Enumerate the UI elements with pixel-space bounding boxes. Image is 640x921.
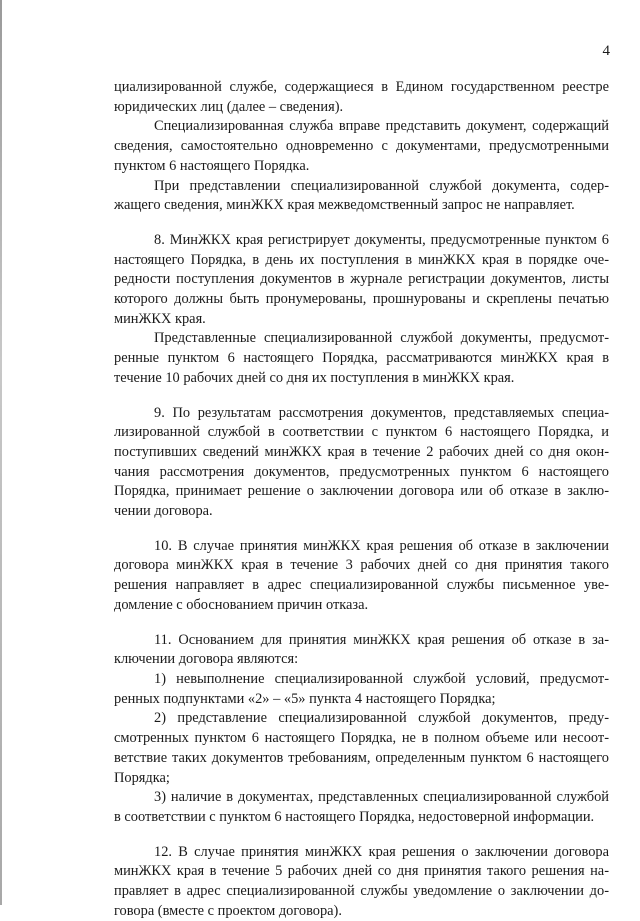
scan-edge-shadow (0, 0, 2, 905)
paragraph-continuation: циализированной службе, содержащиеся в Едином государственном реестре юридических лиц (далее – сведения). (114, 79, 609, 115)
paragraph-item-12: 12. В случае принятия минЖКХ края решения о заключении договора минЖКХ края в течение 5 рабочих дней со дня принятия такого решения направляет в адрес специализированной службы уведомление о заключении договора (вместе с проектом договора). (114, 843, 609, 919)
paragraph-item-9: 9. По результатам рассмотрения документов, представляемых специализированной службой в соответствии с пунктом 6 настоящего Порядка, и поступивших сведений минЖКХ края в течение 2 рабочих дней со дня окончания рассмотрения документов, предусмотренных пунктом 6 настоящего Порядка, принимает решение о заключении договора или об отказе в заключении договора. (114, 404, 609, 520)
paragraph-item-11: 11. Основанием для принятия минЖКХ края решения об отказе в заключении договора являются: (114, 631, 609, 668)
paragraph-item-8: 8. МинЖКХ края регистрирует документы, предусмотренные пунктом 6 настоящего Порядка, в день их поступления в минЖКХ края в порядке очередности поступления документов в журнале регистрации документов, листы которого должны быть пронумерованы, прошнурованы и скреплены печатью минЖКХ края. (114, 231, 609, 327)
paragraph-item-10: 10. В случае принятия минЖКХ края решения об отказе в заключении договора минЖКХ края в течение 3 рабочих дней со дня принятия такого решения направляет в адрес специализированной службы письменное уведомление с обоснованием причин отказа. (114, 537, 609, 613)
paragraph: При представлении специализированной службой документа, содержащего сведения, минЖКХ края межведомственный запрос не направляет. (114, 177, 609, 214)
subitem-1: 1) невыполнение специализированной службой условий, предусмотренных подпунктами «2» – «5» пункта 4 настоящего Порядка; (114, 670, 609, 707)
page-number: 4 (602, 43, 610, 59)
subitem-2: 2) представление специализированной службой документов, предусмотренных пунктом 6 настоящего Порядка, не в полном объеме или несоответствие таких документов требованиям, определенным пунктом 6 настоящего Порядка; (114, 710, 609, 786)
document-body (114, 78, 609, 921)
paragraph: Специализированная служба вправе представить документ, содержащий сведения, самостоятельно одновременно с документами, предусмотренными пунктом 6 настоящего Порядка. (114, 118, 609, 174)
subitem-3: 3) наличие в документах, представленных специализированной службой в соответствии с пунктом 6 настоящего Порядка, недостоверной информации. (114, 789, 609, 825)
paragraph: Представленные специализированной службой документы, предусмотренные пунктом 6 настоящего Порядка, рассматриваются минЖКХ края в течение 10 рабочих дней со дня их поступления в минЖКХ края. (114, 330, 609, 386)
